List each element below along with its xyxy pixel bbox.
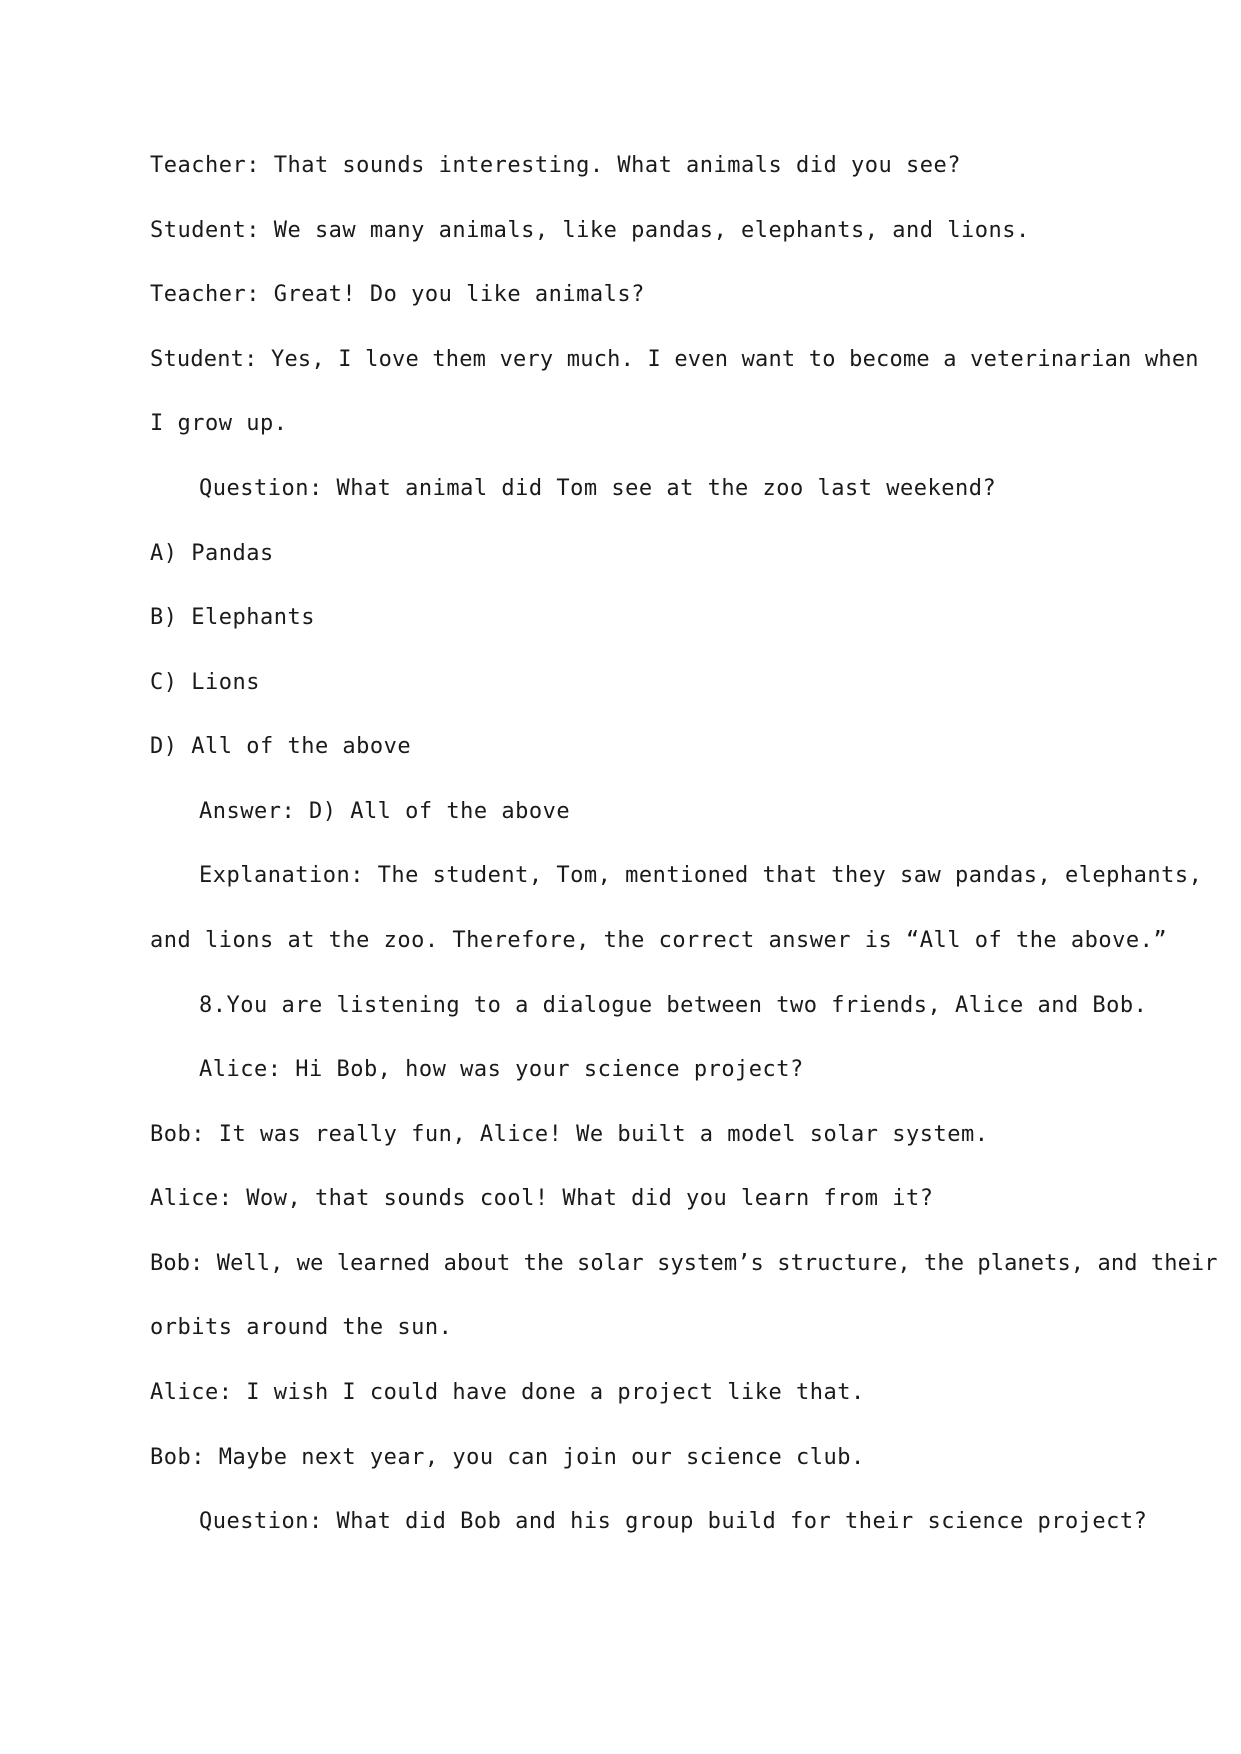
explanation-text: Explanation: The student, Tom, mentioned that they saw pandas, elephants,	[199, 863, 1203, 888]
dialogue-line: Teacher: Great! Do you like animals?	[150, 282, 645, 307]
question-heading: 8.You are listening to a dialogue between two friends, Alice and Bob.	[199, 993, 1148, 1018]
answer-option: C) Lions	[150, 670, 260, 695]
dialogue-line: Teacher: That sounds interesting. What animals did you see?	[150, 153, 961, 178]
question-text: Question: What did Bob and his group build for their science project?	[199, 1509, 1148, 1534]
explanation-text: and lions at the zoo. Therefore, the correct answer is “All of the above.”	[150, 928, 1168, 953]
dialogue-line: Bob: It was really fun, Alice! We built a model solar system.	[150, 1122, 989, 1147]
dialogue-line: Student: Yes, I love them very much. I even want to become a veterinarian when	[150, 347, 1199, 372]
answer-text: Answer: D) All of the above	[199, 799, 571, 824]
dialogue-line: orbits around the sun.	[150, 1315, 453, 1340]
dialogue-line: Bob: Maybe next year, you can join our science club.	[150, 1445, 865, 1470]
answer-option: B) Elephants	[150, 605, 315, 630]
dialogue-line: I grow up.	[150, 411, 288, 436]
dialogue-line: Bob: Well, we learned about the solar system’s structure, the planets, and their	[150, 1251, 1218, 1276]
answer-option: A) Pandas	[150, 541, 274, 566]
dialogue-line: Alice: Hi Bob, how was your science project?	[199, 1057, 804, 1082]
answer-option: D) All of the above	[150, 734, 412, 759]
dialogue-line: Alice: I wish I could have done a project like that.	[150, 1380, 865, 1405]
question-text: Question: What animal did Tom see at the zoo last weekend?	[199, 476, 997, 501]
dialogue-line: Alice: Wow, that sounds cool! What did you learn from it?	[150, 1186, 934, 1211]
dialogue-line: Student: We saw many animals, like pandas, elephants, and lions.	[150, 218, 1030, 243]
